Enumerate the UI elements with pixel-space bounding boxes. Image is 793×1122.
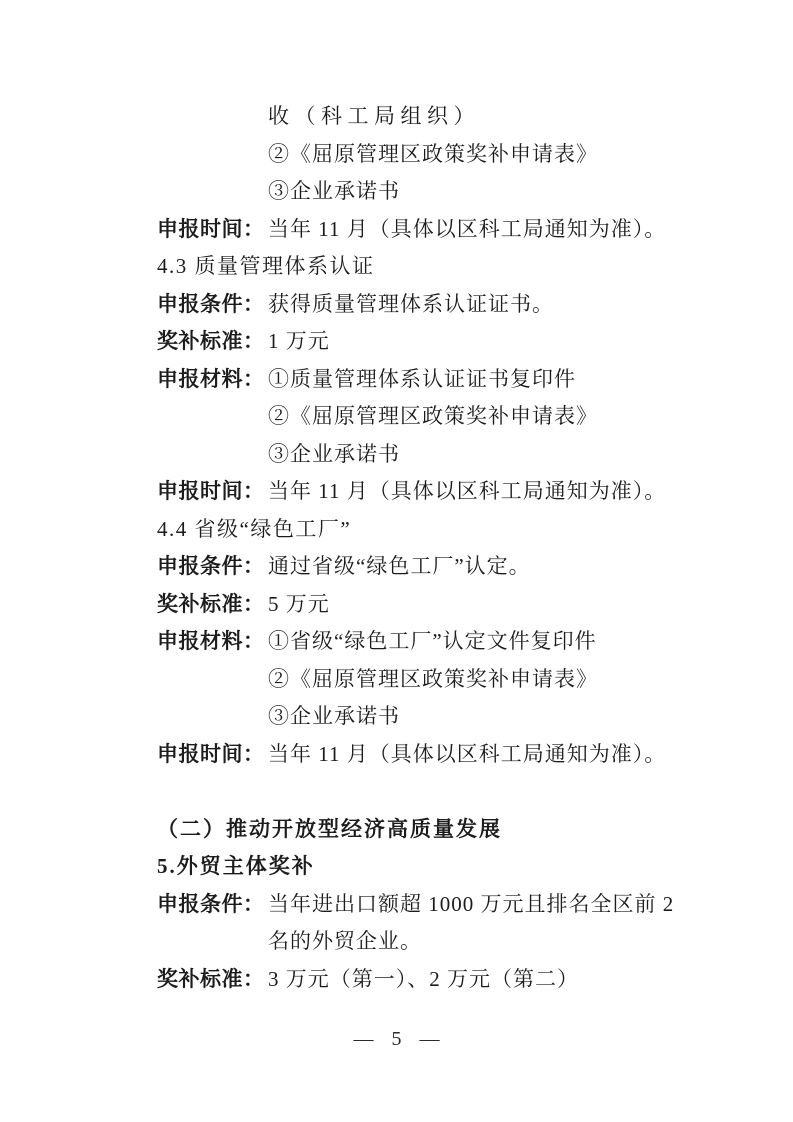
list-item-2 (157, 136, 737, 174)
list-item-3 (157, 698, 737, 736)
field-label: 奖补标准： (157, 329, 265, 353)
field-line-application-time (157, 736, 737, 774)
chapter-heading-2 (157, 811, 737, 849)
field-line-award-standard (157, 586, 737, 624)
heading-text: 5.外贸主体奖补 (157, 854, 315, 878)
paragraph-text: ②《屈原管理区政策奖补申请表》 (268, 141, 598, 166)
field-value-continuation (157, 923, 737, 961)
field-value: 3 万元（第一）、2 万元（第二） (268, 966, 579, 991)
field-line-application-condition (157, 886, 737, 924)
field-value: 当年 11 月（具体以区科工局通知为准）。 (268, 216, 667, 241)
paragraph-text: ③企业承诺书 (268, 704, 400, 728)
field-line-application-materials (157, 623, 737, 661)
paragraph-text: ②《屈原管理区政策奖补申请表》 (268, 666, 598, 691)
paragraph-text: ③企业承诺书 (268, 441, 400, 466)
heading-text: 4.3 质量管理体系认证 (157, 254, 375, 278)
page-number: 5 (391, 1028, 402, 1050)
document-body (157, 98, 737, 998)
footer-left-dash: — (353, 1028, 374, 1050)
field-line-award-standard (157, 961, 737, 999)
list-item-2 (157, 398, 737, 436)
field-label: 奖补标准： (157, 591, 265, 616)
heading-text: 4.4 省级“绿色工厂” (157, 516, 352, 541)
paragraph-text: 收（科工局组织） (268, 104, 480, 128)
field-value: 获得质量管理体系认证证书。 (268, 291, 554, 316)
field-label: 奖补标准： (157, 966, 265, 991)
field-label: 申报时间： (157, 216, 265, 241)
list-item-3 (157, 436, 737, 474)
field-value: 当年 11 月（具体以区科工局通知为准）。 (268, 741, 667, 766)
section-heading-4-4 (157, 511, 737, 549)
field-label: 申报材料： (157, 366, 265, 391)
field-line-award-standard (157, 323, 737, 361)
field-label: 申报时间： (157, 741, 265, 766)
field-line-application-time (157, 473, 737, 511)
heading-text: （二）推动开放型经济高质量发展 (157, 816, 502, 841)
field-label: 申报条件： (157, 291, 265, 316)
field-value: ①省级“绿色工厂”认定文件复印件 (268, 629, 597, 653)
field-label: 申报条件： (157, 891, 265, 916)
section-heading-5 (157, 848, 737, 886)
paragraph-text: ③企业承诺书 (268, 179, 400, 203)
field-label: 申报条件： (157, 554, 265, 578)
list-item-2 (157, 661, 737, 699)
field-value: 1 万元 (268, 329, 330, 353)
section-heading-4-3 (157, 248, 737, 286)
field-line-application-condition (157, 286, 737, 324)
field-label: 申报材料： (157, 629, 265, 653)
field-value: 通过省级“绿色工厂”认定。 (268, 554, 531, 578)
blank-line (157, 773, 737, 811)
field-value: ①质量管理体系认证证书复印件 (268, 366, 576, 391)
field-line-application-condition (157, 548, 737, 586)
page-footer (0, 1021, 793, 1059)
continuation-line (157, 98, 737, 136)
paragraph-text: ②《屈原管理区政策奖补申请表》 (268, 404, 598, 428)
field-value: 当年 11 月（具体以区科工局通知为准）。 (268, 479, 667, 503)
footer-right-dash: — (419, 1028, 440, 1050)
list-item-3 (157, 173, 737, 211)
field-label: 申报时间： (157, 479, 265, 503)
field-line-application-time (157, 211, 737, 249)
field-value: 5 万元 (268, 591, 330, 616)
paragraph-text: 名的外贸企业。 (268, 929, 422, 953)
field-line-application-materials (157, 361, 737, 399)
field-value: 当年进出口额超 1000 万元且排名全区前 2 (268, 891, 675, 916)
